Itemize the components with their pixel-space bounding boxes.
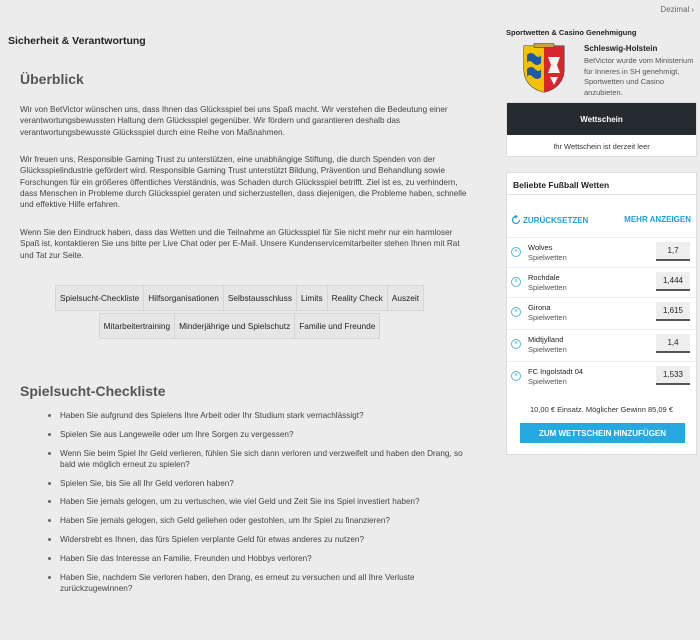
bet-type: Spielwetten [528, 313, 567, 322]
reset-label: ZURÜCKSETZEN [523, 215, 589, 225]
betslip [506, 102, 697, 157]
list-item-text: Haben Sie jemals gelogen, um zu vertuschen, wie viel Geld und Zeit Sie ins Spiel investiert haben? [60, 497, 420, 507]
main-content [0, 22, 497, 640]
stake-info: 10,00 € Einsatz. Möglicher Gewinn 85,09 € [529, 405, 673, 414]
football-bets-title: Beliebte Fußball Wetten [513, 180, 610, 190]
chevron-right-icon: › [691, 5, 694, 14]
nav-selbstausschluss[interactable]: Selbstausschluss [223, 285, 297, 311]
odds-format-selector[interactable] [660, 5, 694, 14]
license-box [517, 42, 697, 97]
popular-football-bets [506, 172, 697, 455]
checklist-heading: Spielsucht-Checkliste [20, 383, 166, 399]
trust-paragraph: Wir freuen uns, Responsible Gaming Trust zu unterstützen, eine unabhängige Stiftung, die durch Spenden von der Glücksspielindustrie gefördert wird. Responsible Gaming Trust unterstützt Bildung, Prävention und Behandlung sowie Forschungen für ein größeres öffentliches Verständnis, was Schaden durch Glücksspiel betrifft. Ziel ist es, zu verhindern, dass Menschen in Probleme durch Glücksspiel geraten und sicherzustellen, dass diejenigen, die Probleme haben, schnelle und effektive Hilfe erfahren. [20, 155, 467, 210]
nav-row [40, 285, 440, 311]
bet-row [507, 267, 696, 297]
nav-limits[interactable]: Limits [296, 285, 328, 311]
remove-icon[interactable]: × [511, 247, 521, 257]
divider [507, 194, 696, 195]
license-region: Schleswig-Holstein [584, 44, 658, 53]
bet-row [507, 329, 696, 359]
odds-input[interactable]: 1,615 [656, 302, 690, 321]
nav-spielsucht-checkliste[interactable]: Spielsucht-Checkliste [55, 285, 144, 311]
list-item-text: Haben Sie aufgrund des Spielens Ihre Arbeit oder Ihr Studium stark vernachlässigt? [60, 411, 364, 420]
checklist [46, 410, 476, 602]
intro-paragraph: Wir von BetVictor wünschen uns, dass Ihnen das Glücksspiel bei uns Spaß macht. Wir verstehen die Bedeutung einer verantwortungsbewussten Haltung dem Glücksspiel gegenüber. Wir fördern und garantieren deshalb das verantwortungsbewusste Glücksspiel durch eine Reihe von Maßnahmen. [20, 105, 448, 137]
odds-input[interactable]: 1,7 [656, 242, 690, 261]
bullet-icon [48, 433, 51, 436]
bullet-icon [48, 452, 51, 455]
bet-type: Spielwetten [528, 283, 567, 292]
bullet-icon [48, 500, 51, 503]
list-item [46, 572, 476, 595]
show-more-link[interactable]: MEHR ANZEIGEN [624, 215, 691, 224]
overview-heading: Überblick [20, 71, 84, 87]
license-title: Sportwetten & Casino Genehmigung [506, 28, 637, 37]
odds-input[interactable]: 1,4 [656, 334, 690, 353]
list-item-text: Widerstrebt es Ihnen, das fürs Spielen verplante Geld für etwas anderes zu nutzen? [60, 535, 365, 545]
remove-icon[interactable]: × [511, 339, 521, 349]
license-text: BetVictor wurde vom Ministerium für Inneres in SH genehmigt, Sportwetten und Casino anzubieten. [584, 56, 694, 97]
bullet-icon [48, 538, 51, 541]
list-item [46, 496, 476, 507]
bullet-icon [48, 414, 51, 417]
list-item-text: Spielen Sie, bis Sie all Ihr Geld verloren haben? [60, 478, 234, 488]
bet-row [507, 361, 696, 391]
page-title: Sicherheit & Verantwortung [8, 35, 146, 47]
list-item-text: Wenn Sie beim Spiel Ihr Geld verlieren, fühlen Sie sich dann verloren und verzweifelt und haben den Drang, so bald wie möglich erneut zu spielen? [60, 448, 463, 469]
nav-mitarbeitertraining[interactable]: Mitarbeitertraining [99, 313, 175, 339]
remove-icon[interactable]: × [511, 371, 521, 381]
bullet-icon [48, 576, 51, 579]
nav-familie-und-freunde[interactable]: Familie und Freunde [294, 313, 380, 339]
list-item [46, 515, 476, 526]
contact-paragraph: Wenn Sie den Eindruck haben, dass das Wetten und die Teilnahme an Glücksspiel für Sie nicht mehr nur ein harmloser Spaß ist, kontaktieren Sie uns bitte per Live Chat oder per E-Mail. Unsere Kundenservicemitarbeiter stehen Ihnen mit Rat und Tat zur Seite. [20, 228, 460, 260]
list-item [46, 534, 476, 545]
bet-team: Midtjylland [528, 335, 564, 344]
list-item [46, 478, 476, 489]
bullet-icon [48, 557, 51, 560]
bet-row [507, 237, 696, 267]
odds-format-label: Dezimal [660, 5, 690, 14]
list-item [46, 429, 476, 440]
responsible-gaming-nav [40, 285, 440, 341]
coat-of-arms-icon [521, 43, 567, 93]
refresh-icon [511, 215, 521, 225]
betslip-header[interactable]: Wettschein [507, 103, 696, 135]
betslip-empty-text: Ihr Wettschein ist derzeit leer [553, 141, 650, 151]
bet-type: Spielwetten [528, 377, 567, 386]
nav-minderjaehrige[interactable]: Minderjährige und Spielschutz [174, 313, 295, 339]
bet-row [507, 297, 696, 327]
bet-team: Wolves [528, 243, 553, 252]
odds-input[interactable]: 1,444 [656, 272, 690, 291]
bet-team: FC Ingolstadt 04 [528, 367, 584, 376]
top-bar [0, 0, 700, 22]
list-item-text: Haben Sie jemals gelogen, sich Geld geliehen oder gestohlen, um Ihr Spiel zu finanzieren? [60, 516, 390, 526]
list-item-text: Spielen Sie aus Langeweile oder um Ihre Sorgen zu vergessen? [60, 429, 294, 439]
reset-button[interactable] [511, 215, 588, 225]
odds-input[interactable]: 1,533 [656, 366, 690, 385]
remove-icon[interactable]: × [511, 277, 521, 287]
bet-team: Girona [528, 303, 551, 312]
list-item [46, 410, 476, 421]
nav-hilfsorganisationen[interactable]: Hilfsorganisationen [143, 285, 224, 311]
list-item [46, 553, 476, 564]
bet-team: Rochdale [528, 273, 560, 282]
list-item-text: Haben Sie, nachdem Sie verloren haben, den Drang, es erneut zu versuchen und all Ihre Verluste zurückzugewinnen? [60, 572, 415, 593]
list-item-text: Haben Sie das Interesse an Familie, Freunden und Hobbys verloren? [60, 553, 312, 563]
nav-row [40, 313, 440, 339]
remove-icon[interactable]: × [511, 307, 521, 317]
add-to-betslip-button[interactable]: ZUM WETTSCHEIN HINZUFÜGEN [520, 423, 685, 443]
bullet-icon [48, 519, 51, 522]
list-item [46, 448, 476, 471]
bullet-icon [48, 482, 51, 485]
nav-reality-check[interactable]: Reality Check [327, 285, 388, 311]
bet-type: Spielwetten [528, 345, 567, 354]
nav-auszeit[interactable]: Auszeit [387, 285, 424, 311]
bet-type: Spielwetten [528, 253, 567, 262]
